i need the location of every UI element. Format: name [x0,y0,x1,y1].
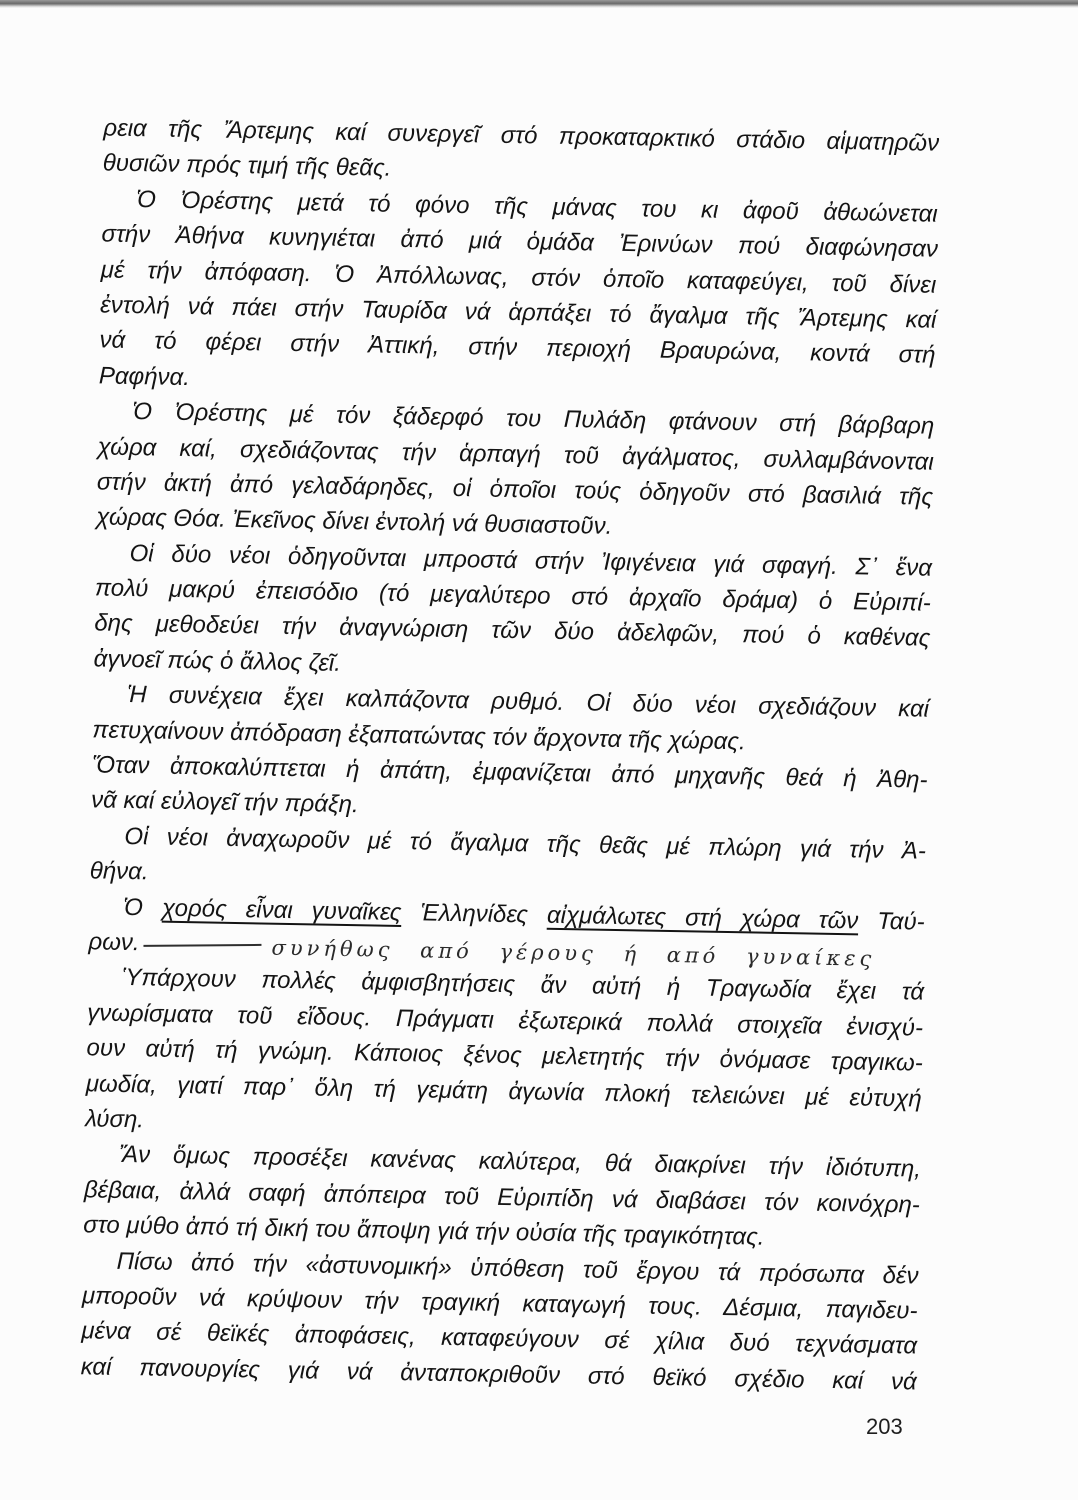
text-line: στήν Ἀθήνα κυνηγιέται ἀπό μιά ὁμάδα Ἐρινύων πού διαφώνησαν [101,220,939,263]
text-line: θήνα. [89,857,149,886]
paragraph-first-line: Οἱ δύο νέοι ὁδηγοῦνται μπροστά στήν Ἰφιγένεια γιά σφαγή. Σ᾿ ἕνα [129,539,933,582]
paragraph-first-line: Ἄν ὅμως προσέξει κανένας καλύτερα, θά διακρίνει τήν ἰδιότυπη, [118,1141,922,1183]
underlined-text: χορός εἶναι γυναῖκες [161,894,402,926]
text-line: πετυχαίνουν ἀπόδραση ἐξαπατώντας τόν ἄρχοντα τῆς χώρας. [92,715,746,755]
text-line: μωδία, γιατί παρ᾿ ὅλη τή γεμάτη ἀγωνία πλοκή τελειώνει μέ εὐτυχή [85,1069,922,1113]
text-line: νά τό φέρει στήν Ἀττική, στήν περιοχή Βραυρώνα, κοντά στή [99,326,936,370]
paragraph-first-line: Ὑπάρχουν πολλές ἀμφισβητήσεις ἄν αὐτή ἡ Τραγωδία ἔχει τά [121,964,925,1007]
text-line: χώρα καί, σχεδιάζοντας τήν ἁρπαγή τοῦ ἀγάλματος, συλλαμβάνονται [97,432,934,476]
paragraph-first-line: Ὅταν ἀποκαλύπτεται ἡ ἀπάτη, ἐμφανίζεται ἀπό μηχανῆς θεά ἡ Ἀθη- [91,751,928,794]
text-fragment: Ἑλληνίδες [401,898,548,929]
text-line: καί πανουργίες γιά νά ἀνταποκριθοῦν στό θεϊκό σχέδιο καί νά [80,1352,917,1396]
paragraph-first-line: Ὁ Ὀρέστης μέ τόν ξάδερφό του Πυλάδη φτάνουν στή βάρβαρη [131,398,935,440]
paragraph-first-line: Ὁ Ὀρέστης μετά τό φόνο τῆς μάνας του κι ἀφοῦ ἀθωώνεται [135,185,938,228]
text-line: ουν αὐτή τή γνώμη. Κάποιος ξένος μελετητής τήν ὀνόμασε τραγικω- [86,1034,923,1077]
text-line: Ραφήνα. [98,362,191,391]
text-line: δης μεθοδεύει τήν ἀναγνώριση τῶν δύο ἀδελφῶν, πού ὁ καθένας [94,609,931,653]
text-line: στο μύθο ἀπό τή δική του ἄποψη γιά τήν οὐσία τῆς τραγικότητας. [83,1211,765,1251]
text-line: μένα σέ θεϊκές ἀποφάσεις, καταφεύγουν σέ χίλια δυό τεχνάσματα [81,1317,918,1360]
text-line: νᾶ καί εὐλογεῖ τήν πράξη. [90,786,359,819]
handwritten-note: συνήθως από γέρους ή από γυναίκες [271,935,876,971]
text-line: θυσιῶν πρός τιμή τῆς θεᾶς. [102,149,392,183]
text-fragment: Ὁ [122,893,163,922]
text-line: βέβαια, ἀλλά σαφή ἀπόπειρα τοῦ Εὐριπίδη νά διαβάσει τόν κοινόχρη- [83,1175,921,1219]
scan-edge [0,0,1078,8]
paragraph-first-line: Πίσω ἀπό τήν «ἀστυνομική» ὑπόθεση τοῦ ἔργου τά πρόσωπα δέν [116,1247,919,1290]
underlined-text: αἰχμάλωτες στή χώρα τῶν [546,901,859,935]
text-line: μέ τήν ἀπόφαση. Ὁ Ἀπόλλωνας, στόν ὁποῖο καταφεύγει, τοῦ δίνει [100,255,937,299]
paragraph-first-line: Ἡ συνέχεια ἔχει καλπάζοντα ρυθμό. Οἱ δύο νέοι σχεδιάζουν καί [126,681,930,723]
text-line: μποροῦν νά κρύψουν τήν τραγική καταγωγή τους. Δέσμια, παγιδευ- [81,1282,918,1325]
text-line: λύση. [85,1105,145,1134]
text-line: χώρας Θόα. Ἐκεῖνος δίνει ἐντολή νά θυσιαστοῦν. [96,503,613,541]
text-line: ρεια τῆς Ἄρτεμης καί συνεργεῖ στό προκαταρκτικό στάδιο αἱματηρῶν [103,114,940,157]
page-number: 203 [866,1414,903,1439]
text-line: στήν ἀκτή ἀπό γελαδάρηδες, οἱ ὁποῖοι τούς ὁδηγοῦν στό βασιλιά τῆς [96,468,934,511]
text-fragment: Ταύ- [858,907,925,936]
text-line: ἐντολή νά πάει στήν Ταυρίδα νά ἁρπάξει τό ἄγαλμα τῆς Ἄρτεμης καί [99,291,937,334]
text-line: γνωρίσματα τοῦ εἴδους. Πράγματι ἐξωτερικά πολλά στοιχεῖα ἐνισχύ- [86,999,924,1042]
handwritten-stroke [144,944,262,947]
body-text [80,110,939,1399]
text-fragment: ρων. [88,928,140,957]
text-line: ἀγνοεῖ πώς ὁ ἄλλος ζεῖ. [93,645,342,677]
paragraph-first-line: Οἱ νέοι ἀναχωροῦν μέ τό ἄγαλμα τῆς θεᾶς μέ πλώρη γιά τήν Ἀ- [124,822,927,865]
text-line: πολύ μακρύ ἐπεισόδιο (τό μεγαλύτερο στό ἀρχαῖο δράμα) ὁ Εὐριπί- [94,574,932,617]
